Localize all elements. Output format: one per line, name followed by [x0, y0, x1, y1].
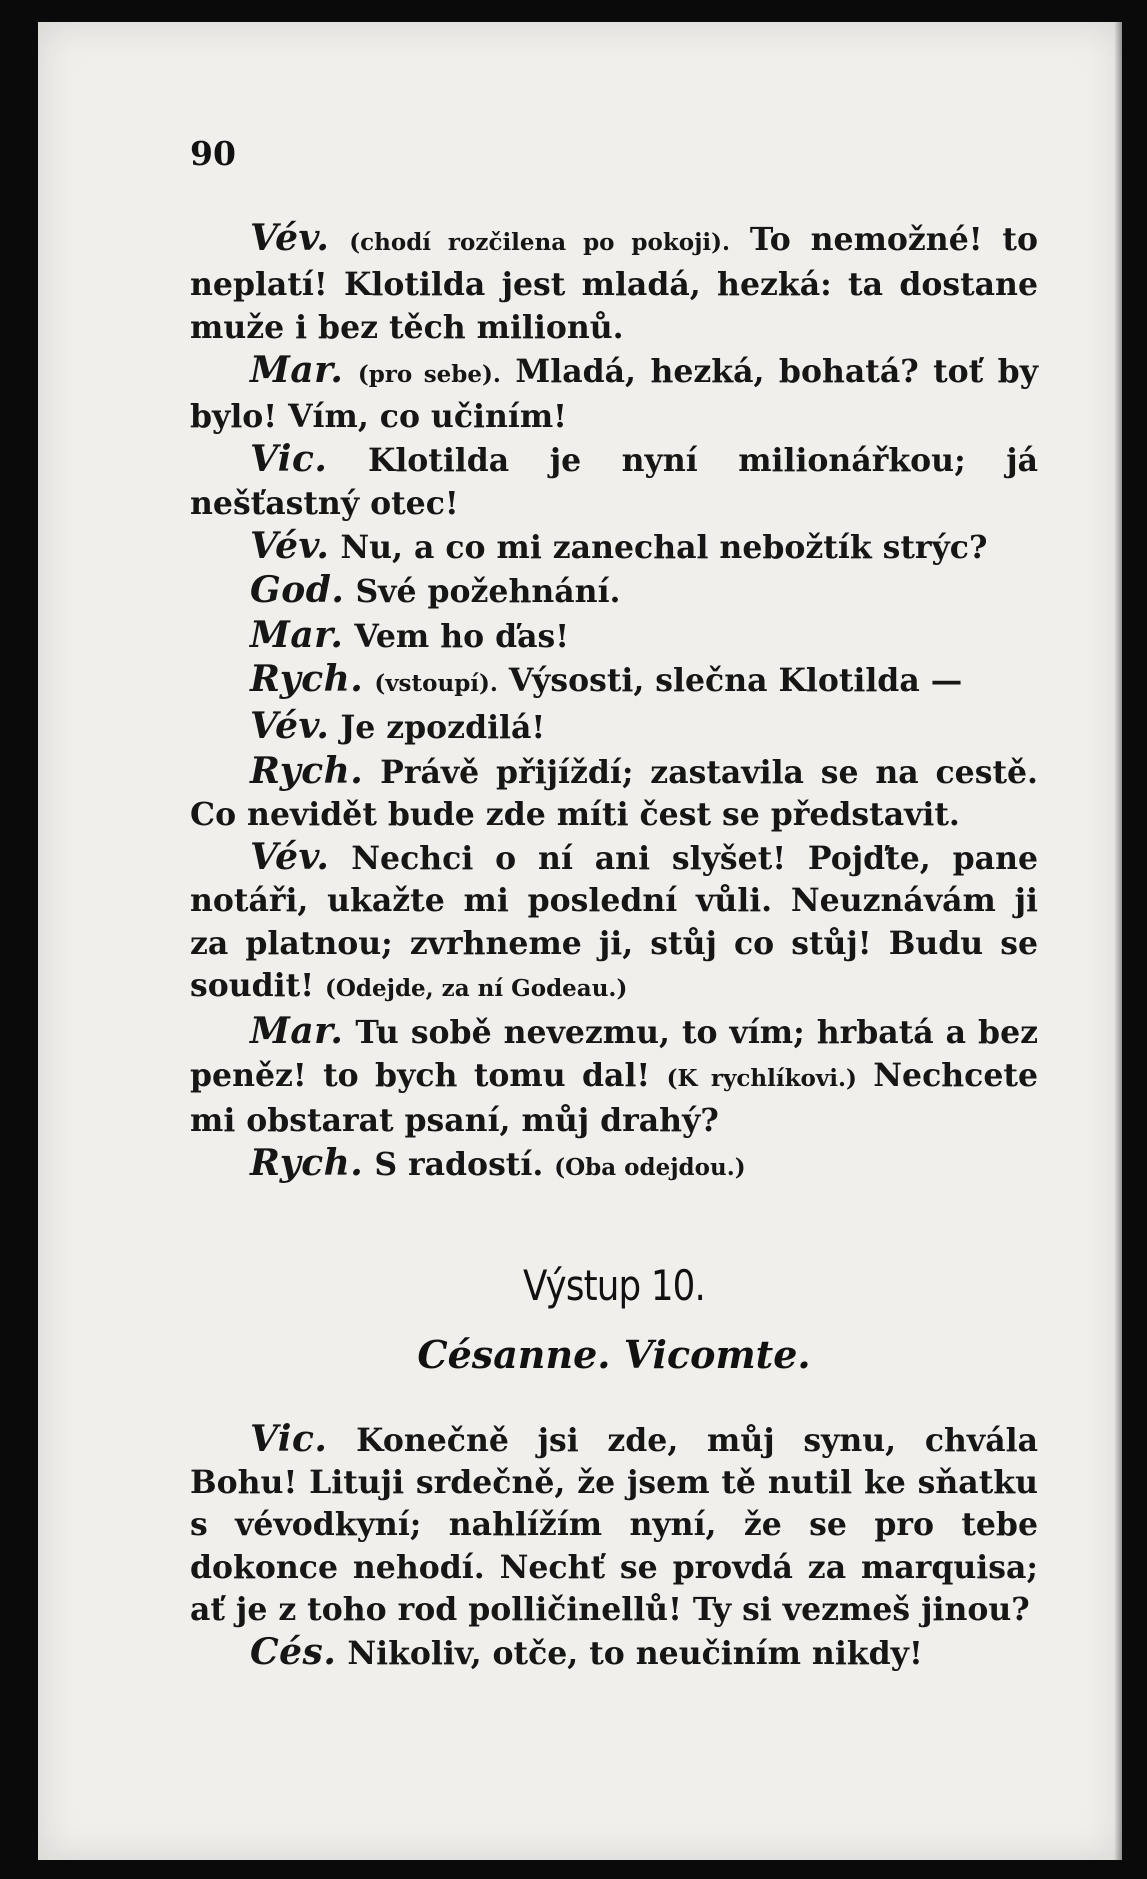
dialogue-block-2 — [190, 1418, 1038, 1676]
speaker-name: Vév. — [250, 705, 330, 748]
dialogue-block-1 — [190, 217, 1038, 1190]
dialogue-paragraph — [190, 1418, 1038, 1631]
page-number: 90 — [190, 134, 236, 173]
spoken-text: Vem ho ďas! — [354, 617, 570, 655]
speaker-name: Vic. — [250, 438, 328, 481]
spoken-text: Právě přijíždí; zastavila se na cestě. Co nevidět bude zde míti čest se představit. — [190, 753, 1038, 833]
speaker-name: God. — [250, 569, 345, 612]
speaker-name: Rych. — [250, 1142, 364, 1185]
spoken-text: Mladá, hezká, bohatá? toť by bylo! Vím, co učiním! — [190, 352, 1038, 436]
dialogue-paragraph — [190, 750, 1038, 837]
dialogue-paragraph — [190, 569, 1038, 613]
spoken-text: Nu, a co mi zanechal nebožtík strýc? — [340, 529, 988, 567]
spoken-text: Tu sobě nevezmu, to vím; hrbatá a bez peněz! to bych tomu dal! — [190, 1014, 1039, 1094]
speaker-name: Vév. — [250, 525, 330, 568]
dialogue-paragraph — [190, 525, 1038, 569]
page-text — [190, 217, 1038, 1676]
spoken-text: Nikoliv, otče, to neučiním nikdy! — [347, 1635, 923, 1673]
dialogue-paragraph — [190, 836, 1038, 1010]
stage-direction: (vstoupí). — [374, 669, 498, 697]
dialogue-paragraph — [190, 1142, 1038, 1189]
scene-heading: Výstup 10. — [522, 1260, 706, 1310]
scene-persons: Césanne. Vicomte. — [417, 1331, 811, 1377]
spoken-text: Klotilda je nyní milionářkou; já nešťastný otec! — [190, 442, 1038, 522]
dialogue-paragraph — [190, 349, 1038, 439]
dialogue-paragraph — [190, 705, 1038, 749]
dialogue-paragraph — [190, 614, 1038, 658]
speaker-name: Mar. — [250, 1010, 344, 1053]
speaker-name: Vic. — [250, 1417, 328, 1460]
spoken-text: Nechcete mi obstarat psaní, můj drahý? — [190, 1056, 1038, 1139]
stage-direction: (pro sebe). — [357, 360, 501, 388]
dialogue-paragraph — [190, 1631, 1038, 1675]
stage-direction: (Odejde, za ní Godeau.) — [324, 975, 628, 1003]
spoken-text: Konečně jsi zde, můj synu, chvála Bohu! Lituji srdečně, že jsem tě nutil ke sňatku s vévodkyní; nahlížím nyní, že se pro tebe dokonce nehodí. Nechť se provdá za marquisa; ať je z toho rod polličinellů! Ty si vezmeš jinou? — [190, 1421, 1038, 1629]
spoken-text: To nemožné! to neplatí! Klotilda jest mladá, hezká: ta dostane muže i bez těch milionů. — [190, 221, 1038, 346]
stage-direction: (K rychlíkovi.) — [666, 1064, 857, 1092]
speaker-name: Mar. — [250, 348, 344, 391]
spoken-text: Nechci o ní ani slyšet! Pojďte, pane notáři, ukažte mi poslední vůli. Neuznávám ji za platnou; zvrhneme ji, stůj co stůj! Budu se soudit! — [190, 840, 1039, 1005]
spoken-text: Je zpozdilá! — [340, 709, 546, 747]
speaker-name: Mar. — [250, 613, 344, 656]
speaker-name: Rych. — [250, 657, 364, 700]
speaker-name: Cés. — [250, 1631, 337, 1674]
dialogue-paragraph — [190, 658, 1038, 705]
book-page — [38, 22, 1122, 1860]
dialogue-paragraph — [190, 438, 1038, 525]
spoken-text: S radostí. — [374, 1146, 555, 1184]
speaker-name: Vév. — [250, 217, 330, 259]
spoken-text: Výsosti, slečna Klotilda — — [497, 661, 963, 699]
dialogue-paragraph — [190, 1010, 1038, 1142]
speaker-name: Rych. — [250, 749, 364, 792]
stage-direction: (Oba odejdou.) — [554, 1154, 746, 1182]
spoken-text: Své požehnání. — [355, 573, 621, 611]
dialogue-paragraph — [190, 217, 1038, 349]
speaker-name: Vév. — [250, 836, 330, 879]
stage-direction: (chodí rozčilena po pokoji). — [349, 229, 731, 256]
